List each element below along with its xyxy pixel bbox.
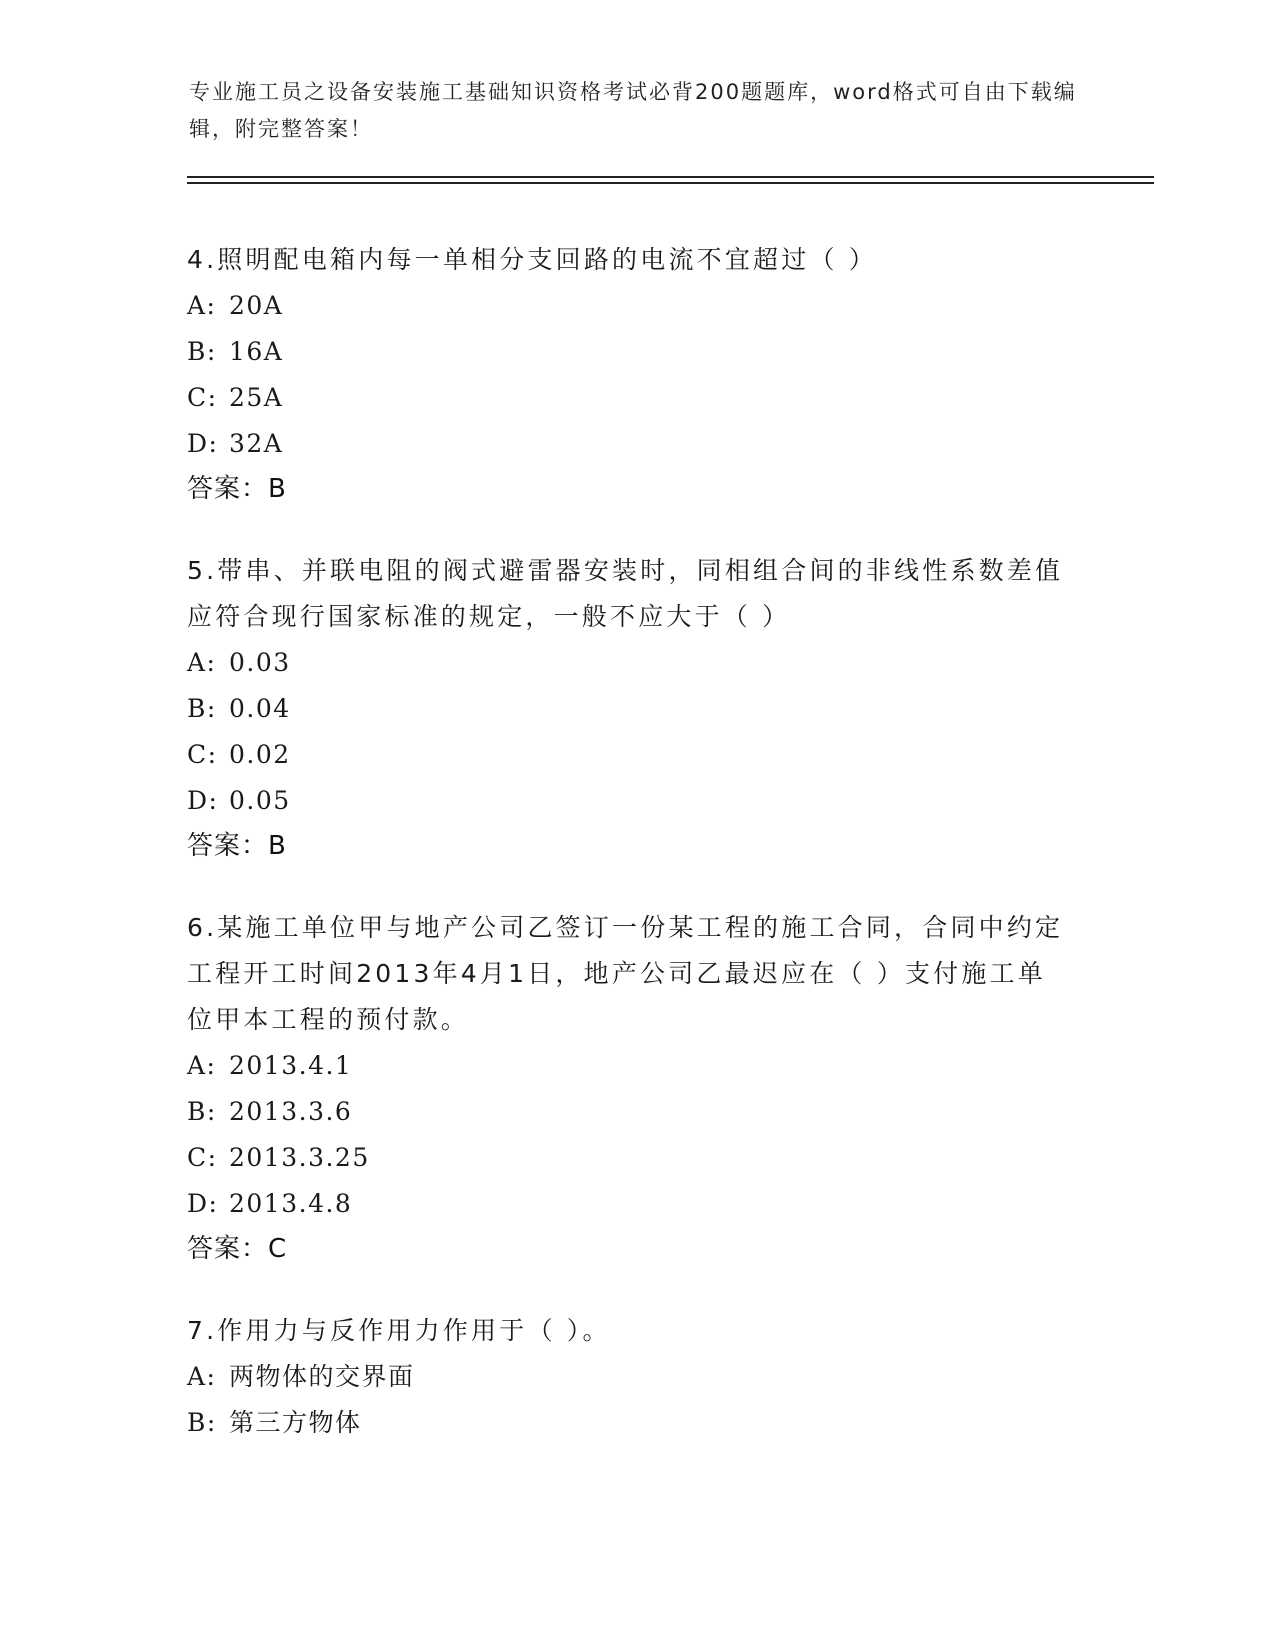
option-letter: A: [187, 1362, 217, 1391]
option-text: 第三方物体 [229, 1408, 362, 1437]
option-text: 2013.3.25 [229, 1143, 370, 1172]
option-letter: B: [187, 1408, 217, 1437]
option-d [187, 421, 1067, 467]
question-list [187, 237, 1067, 1483]
question-4 [187, 237, 1067, 511]
option-a [187, 283, 1067, 329]
option-b [187, 329, 1067, 375]
answer-label: 答案：C [187, 1234, 288, 1264]
option-text: 32A [229, 429, 284, 458]
answer-label: 答案：B [187, 831, 287, 861]
header-divider-bottom [187, 182, 1154, 184]
question-stem: 5.带串、并联电阻的阀式避雷器安装时，同相组合间的非线性系数差值应符合现行国家标准的规定，一般不应大于（ ） [187, 556, 1064, 631]
header-divider-top [187, 176, 1154, 178]
question-7 [187, 1308, 1067, 1446]
option-letter: A: [187, 1051, 217, 1080]
option-letter: D: [187, 1189, 219, 1218]
option-text: 2013.3.6 [229, 1097, 353, 1126]
option-b [187, 1400, 1067, 1446]
option-text: 0.02 [229, 740, 291, 769]
option-d [187, 1181, 1067, 1227]
question-stem: 4.照明配电箱内每一单相分支回路的电流不宜超过（ ） [187, 245, 878, 274]
option-b [187, 1089, 1067, 1135]
question-stem: 7.作用力与反作用力作用于（ ）。 [187, 1316, 611, 1345]
option-d [187, 778, 1067, 824]
option-letter: D: [187, 429, 219, 458]
document-header: 专业施工员之设备安装施工基础知识资格考试必背200题题库，word格式可自由下载编辑，附完整答案！ [189, 80, 1077, 141]
option-letter: A: [187, 648, 217, 677]
option-text: 两物体的交界面 [229, 1362, 415, 1391]
question-5 [187, 548, 1067, 868]
option-text: 0.05 [229, 786, 291, 815]
question-6 [187, 905, 1067, 1271]
option-letter: C: [187, 740, 218, 769]
option-text: 20A [229, 291, 284, 320]
answer-label: 答案：B [187, 474, 287, 504]
option-letter: B: [187, 337, 217, 366]
option-text: 0.04 [229, 694, 291, 723]
option-letter: B: [187, 694, 217, 723]
option-text: 2013.4.8 [229, 1189, 353, 1218]
option-letter: A: [187, 291, 217, 320]
option-a [187, 1354, 1067, 1400]
option-c [187, 1135, 1067, 1181]
option-b [187, 686, 1067, 732]
option-c [187, 375, 1067, 421]
option-a [187, 1043, 1067, 1089]
option-text: 0.03 [229, 648, 291, 677]
option-text: 16A [229, 337, 284, 366]
option-letter: C: [187, 1143, 218, 1172]
option-letter: C: [187, 383, 218, 412]
option-text: 2013.4.1 [229, 1051, 353, 1080]
option-letter: B: [187, 1097, 217, 1126]
option-c [187, 732, 1067, 778]
option-a [187, 640, 1067, 686]
option-letter: D: [187, 786, 219, 815]
option-text: 25A [229, 383, 284, 412]
question-stem: 6.某施工单位甲与地产公司乙签订一份某工程的施工合同，合同中约定工程开工时间2013年4月1日，地产公司乙最迟应在（ ）支付施工单位甲本工程的预付款。 [187, 913, 1064, 1034]
